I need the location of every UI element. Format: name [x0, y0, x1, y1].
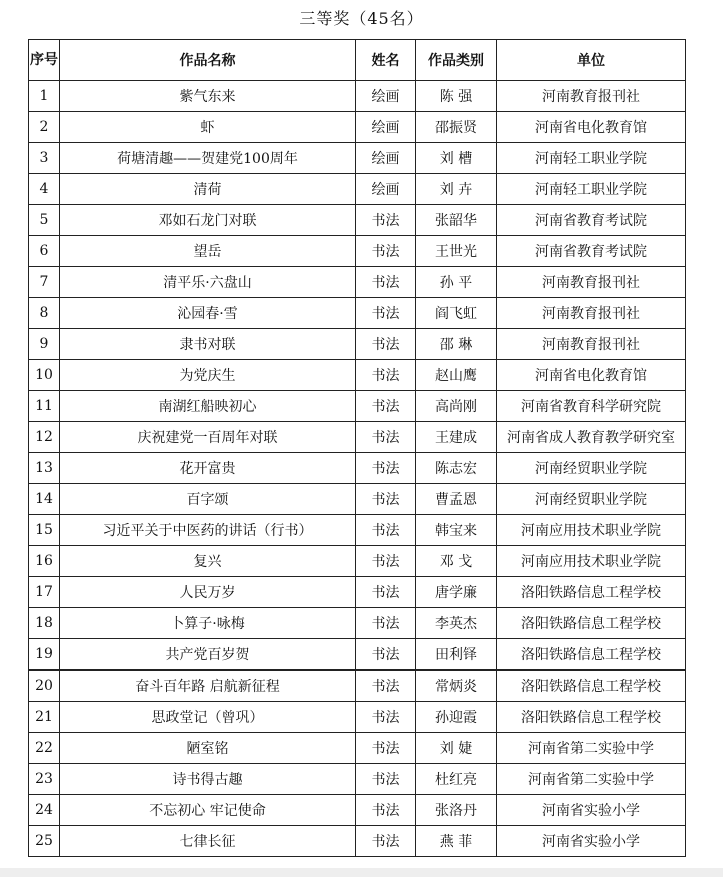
cell-category: 书法 [356, 577, 416, 608]
cell-category: 书法 [356, 236, 416, 267]
cell-work: 思政堂记（曾巩） [60, 702, 356, 733]
cell-unit: 河南省第二实验中学 [497, 733, 686, 764]
cell-unit: 洛阳铁路信息工程学校 [497, 670, 686, 702]
cell-seq: 11 [29, 391, 60, 422]
cell-name: 李英杰 [416, 608, 497, 639]
table-row [29, 639, 686, 671]
cell-name: 陈 强 [416, 81, 497, 112]
cell-name: 刘 槽 [416, 143, 497, 174]
cell-unit: 河南省电化教育馆 [497, 360, 686, 391]
cell-work: 为党庆生 [60, 360, 356, 391]
section-title: 三等奖（45名） [299, 9, 424, 28]
header-work: 作品名称 [60, 40, 356, 81]
cell-work: 奋斗百年路 启航新征程 [60, 670, 356, 702]
cell-seq: 7 [29, 267, 60, 298]
cell-unit: 河南省实验小学 [497, 826, 686, 857]
cell-work: 隶书对联 [60, 329, 356, 360]
cell-work: 清荷 [60, 174, 356, 205]
cell-name: 杜红亮 [416, 764, 497, 795]
cell-seq: 15 [29, 515, 60, 546]
cell-unit: 河南教育报刊社 [497, 329, 686, 360]
cell-unit: 河南省第二实验中学 [497, 764, 686, 795]
cell-seq: 2 [29, 112, 60, 143]
cell-work: 习近平关于中医药的讲话（行书） [60, 515, 356, 546]
cell-category: 书法 [356, 515, 416, 546]
cell-category: 书法 [356, 764, 416, 795]
table-row [29, 702, 686, 733]
cell-unit: 河南教育报刊社 [497, 267, 686, 298]
cell-category: 书法 [356, 267, 416, 298]
header-category: 作品类别 [416, 40, 497, 81]
cell-name: 陈志宏 [416, 453, 497, 484]
cell-name: 燕 菲 [416, 826, 497, 857]
table-row [29, 608, 686, 639]
table-row [29, 764, 686, 795]
cell-name: 田利铎 [416, 639, 497, 671]
table-row [29, 112, 686, 143]
cell-name: 刘 卉 [416, 174, 497, 205]
cell-work: 虾 [60, 112, 356, 143]
cell-category: 书法 [356, 391, 416, 422]
cell-category: 书法 [356, 546, 416, 577]
cell-name: 常炳炎 [416, 670, 497, 702]
table-row [29, 577, 686, 608]
table-row [29, 795, 686, 826]
cell-work: 望岳 [60, 236, 356, 267]
cell-work: 人民万岁 [60, 577, 356, 608]
cell-seq: 14 [29, 484, 60, 515]
cell-category: 书法 [356, 795, 416, 826]
cell-unit: 洛阳铁路信息工程学校 [497, 702, 686, 733]
table-row [29, 143, 686, 174]
cell-unit: 洛阳铁路信息工程学校 [497, 639, 686, 671]
cell-category: 书法 [356, 453, 416, 484]
cell-seq: 25 [29, 826, 60, 857]
cell-unit: 河南省电化教育馆 [497, 112, 686, 143]
table-row [29, 205, 686, 236]
cell-seq: 6 [29, 236, 60, 267]
table-row [29, 453, 686, 484]
cell-seq: 12 [29, 422, 60, 453]
cell-work: 卜算子·咏梅 [60, 608, 356, 639]
cell-name: 唐学廉 [416, 577, 497, 608]
cell-category: 书法 [356, 360, 416, 391]
cell-seq: 8 [29, 298, 60, 329]
cell-name: 刘 婕 [416, 733, 497, 764]
cell-unit: 河南经贸职业学院 [497, 484, 686, 515]
header-unit: 单位 [497, 40, 686, 81]
award-table [28, 39, 686, 857]
cell-category: 书法 [356, 670, 416, 702]
cell-work: 沁园春·雪 [60, 298, 356, 329]
table-row [29, 484, 686, 515]
cell-work: 紫气东来 [60, 81, 356, 112]
cell-unit: 河南教育报刊社 [497, 298, 686, 329]
cell-seq: 20 [29, 670, 60, 702]
cell-name: 邵 琳 [416, 329, 497, 360]
table-row [29, 391, 686, 422]
cell-category: 书法 [356, 205, 416, 236]
table-row [29, 515, 686, 546]
table-row [29, 422, 686, 453]
table-row [29, 826, 686, 857]
cell-category: 书法 [356, 608, 416, 639]
cell-work: 共产党百岁贺 [60, 639, 356, 671]
header-seq: 序号 [29, 40, 60, 81]
cell-name: 张洛丹 [416, 795, 497, 826]
cell-name: 赵山鹰 [416, 360, 497, 391]
cell-seq: 13 [29, 453, 60, 484]
header-row [29, 40, 686, 81]
table-row [29, 81, 686, 112]
cell-work: 清平乐·六盘山 [60, 267, 356, 298]
cell-seq: 3 [29, 143, 60, 174]
cell-work: 不忘初心 牢记使命 [60, 795, 356, 826]
cell-seq: 19 [29, 639, 60, 671]
cell-category: 书法 [356, 733, 416, 764]
cell-unit: 河南省实验小学 [497, 795, 686, 826]
cell-category: 绘画 [356, 112, 416, 143]
cell-unit: 河南轻工职业学院 [497, 143, 686, 174]
cell-work: 南湖红船映初心 [60, 391, 356, 422]
cell-seq: 16 [29, 546, 60, 577]
cell-seq: 18 [29, 608, 60, 639]
cell-unit: 河南轻工职业学院 [497, 174, 686, 205]
cell-work: 百字颂 [60, 484, 356, 515]
table-row [29, 329, 686, 360]
cell-name: 王建成 [416, 422, 497, 453]
cell-name: 阎飞虹 [416, 298, 497, 329]
cell-name: 张韶华 [416, 205, 497, 236]
header-name: 姓名 [356, 40, 416, 81]
cell-category: 书法 [356, 329, 416, 360]
cell-category: 书法 [356, 826, 416, 857]
cell-seq: 21 [29, 702, 60, 733]
cell-work: 邓如石龙门对联 [60, 205, 356, 236]
cell-category: 书法 [356, 639, 416, 671]
cell-work: 花开富贵 [60, 453, 356, 484]
cell-name: 邓 戈 [416, 546, 497, 577]
cell-name: 王世光 [416, 236, 497, 267]
cell-unit: 河南应用技术职业学院 [497, 515, 686, 546]
table-row [29, 733, 686, 764]
cell-category: 绘画 [356, 143, 416, 174]
cell-work: 诗书得古趣 [60, 764, 356, 795]
cell-seq: 22 [29, 733, 60, 764]
cell-category: 绘画 [356, 81, 416, 112]
cell-category: 书法 [356, 484, 416, 515]
table-row [29, 546, 686, 577]
cell-seq: 4 [29, 174, 60, 205]
table-row [29, 174, 686, 205]
cell-seq: 1 [29, 81, 60, 112]
table-row [29, 298, 686, 329]
cell-name: 邵振贤 [416, 112, 497, 143]
cell-unit: 河南省教育考试院 [497, 236, 686, 267]
table-row [29, 236, 686, 267]
cell-category: 书法 [356, 422, 416, 453]
cell-name: 孙迎霞 [416, 702, 497, 733]
cell-unit: 河南应用技术职业学院 [497, 546, 686, 577]
cell-category: 绘画 [356, 174, 416, 205]
cell-unit: 河南经贸职业学院 [497, 453, 686, 484]
cell-seq: 10 [29, 360, 60, 391]
cell-work: 庆祝建党一百周年对联 [60, 422, 356, 453]
cell-name: 高尚刚 [416, 391, 497, 422]
cell-name: 韩宝来 [416, 515, 497, 546]
table-row [29, 670, 686, 702]
cell-unit: 洛阳铁路信息工程学校 [497, 608, 686, 639]
cell-seq: 5 [29, 205, 60, 236]
cell-work: 荷塘清趣——贺建党100周年 [60, 143, 356, 174]
cell-work: 陋室铭 [60, 733, 356, 764]
cell-unit: 河南省教育考试院 [497, 205, 686, 236]
cell-name: 曹孟恩 [416, 484, 497, 515]
cell-seq: 23 [29, 764, 60, 795]
cell-work: 复兴 [60, 546, 356, 577]
cell-unit: 洛阳铁路信息工程学校 [497, 577, 686, 608]
cell-category: 书法 [356, 298, 416, 329]
cell-category: 书法 [356, 702, 416, 733]
cell-unit: 河南省成人教育教学研究室 [497, 422, 686, 453]
cell-seq: 9 [29, 329, 60, 360]
cell-unit: 河南省教育科学研究院 [497, 391, 686, 422]
cell-unit: 河南教育报刊社 [497, 81, 686, 112]
cell-seq: 17 [29, 577, 60, 608]
table-row [29, 360, 686, 391]
page-bottom-band [0, 868, 723, 877]
cell-work: 七律长征 [60, 826, 356, 857]
table-row [29, 267, 686, 298]
cell-name: 孙 平 [416, 267, 497, 298]
cell-seq: 24 [29, 795, 60, 826]
